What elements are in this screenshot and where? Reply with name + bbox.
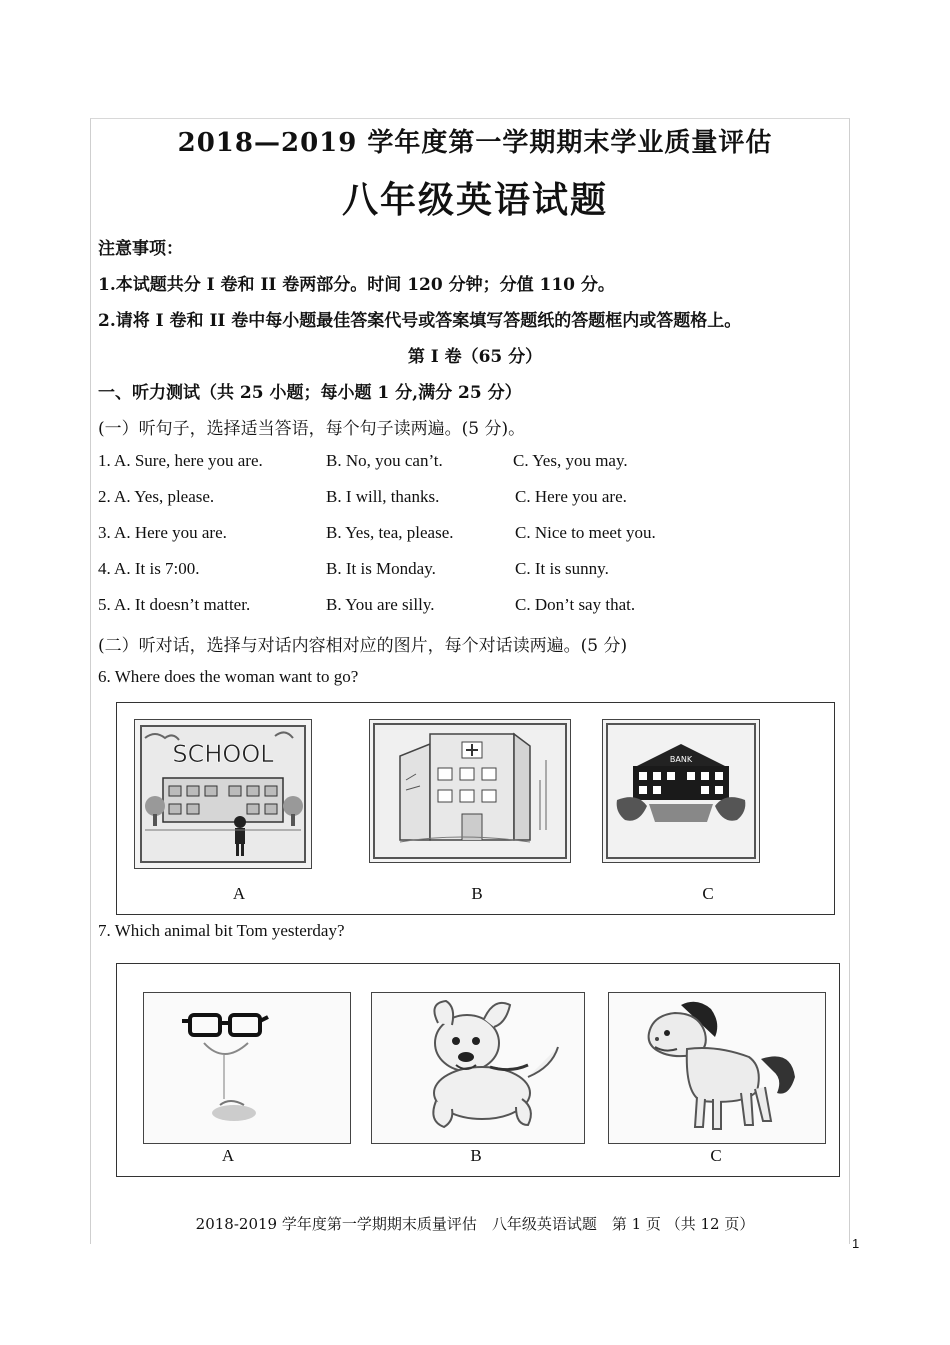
question-5-option-a: 5. A. It doesn’t matter. (98, 595, 251, 614)
bank-sign: BANK (669, 755, 693, 764)
question-3-option-b: B. Yes, tea, please. (326, 523, 454, 542)
bank-picture (602, 719, 760, 863)
horse-picture (608, 992, 826, 1144)
question-1-option-b: B. No, you can’t. (326, 451, 443, 470)
listening-section-heading: 一、听力测试（共 25 小题；每小题 1 分,满分 25 分） (98, 383, 522, 403)
question-1-option-c: C. Yes, you may. (513, 451, 628, 470)
question-4-option-c: C. It is sunny. (515, 559, 609, 578)
question-2-option-a: 2. A. Yes, please. (98, 487, 215, 506)
question-6-prompt: 6. Where does the woman want to go? (98, 667, 359, 686)
listening-sub1-instructions: (一）听句子，选择适当答语，每个句子读两遍。(5 分)。 (98, 419, 526, 439)
exam-title: 2018—2019 学年度第一学期期末学业质量评估 (177, 128, 773, 158)
q6-label-c: C (702, 884, 714, 903)
q7-label-b: B (470, 1146, 482, 1165)
school-sign: SCHOOL (172, 740, 274, 768)
question-3-option-a: 3. A. Here you are. (98, 523, 227, 542)
question-5-option-b: B. You are silly. (326, 595, 435, 614)
question-3-option-c: C. Nice to meet you. (515, 523, 656, 542)
q7-label-a: A (221, 1146, 235, 1165)
question-7-prompt: 7. Which animal bit Tom yesterday? (98, 921, 345, 940)
notes-heading: 注意事项： (98, 239, 183, 259)
page-number: 1 (852, 1236, 860, 1251)
question-5-option-c: C. Don’t say that. (515, 595, 636, 614)
page-footer: 2018-2019 学年度第一学期期末质量评估 八年级英语试题 第 1 页 （共 12 页） (195, 1215, 755, 1233)
question-2-option-c: C. Here you are. (515, 487, 627, 506)
q6-label-b: B (471, 884, 483, 903)
q7-label-c: C (710, 1146, 722, 1165)
bird-picture (143, 992, 351, 1144)
hospital-picture (369, 719, 571, 863)
question-2-option-b: B. I will, thanks. (326, 487, 440, 506)
notes-item-1: 1.本试题共分 I 卷和 II 卷两部分。时间 120 分钟；分值 110 分。 (98, 275, 615, 295)
school-picture (134, 719, 312, 869)
question-4-option-b: B. It is Monday. (326, 559, 436, 578)
listening-sub2-instructions: (二）听对话，选择与对话内容相对应的图片，每个对话读两遍。(5 分) (98, 636, 628, 656)
dog-picture (371, 992, 585, 1144)
question-4-option-a: 4. A. It is 7:00. (98, 559, 200, 578)
part1-heading: 第 I 卷（65 分） (407, 347, 543, 367)
notes-item-2: 2.请将 I 卷和 II 卷中每小题最佳答案代号或答案填写答题纸的答题框内或答题格上。 (98, 311, 742, 331)
q6-label-a: A (232, 884, 246, 903)
question-1-option-a: 1. A. Sure, here you are. (98, 451, 263, 470)
exam-subject-title: 八年级英语试题 (341, 179, 608, 221)
